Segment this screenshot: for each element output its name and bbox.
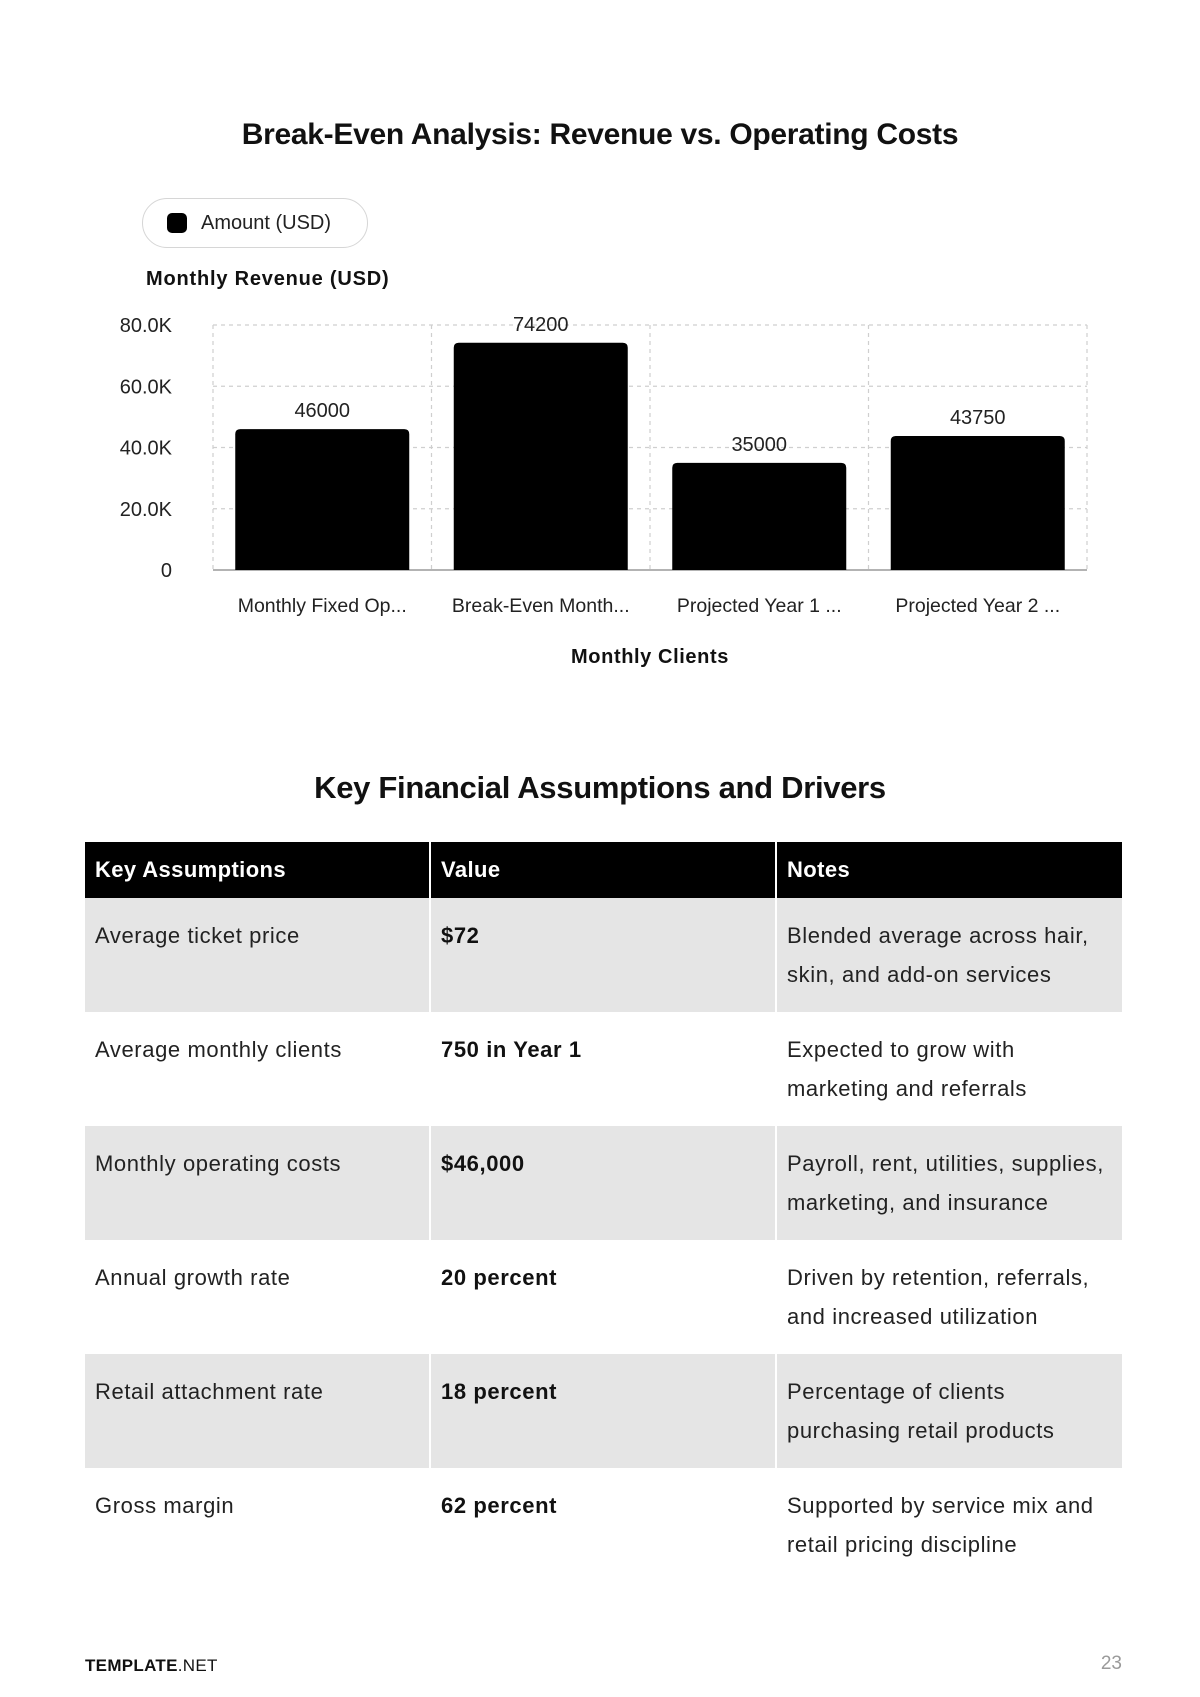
y-tick-label: 80.0K [119,315,172,337]
assumption-cell: Annual growth rate [85,1240,430,1354]
bar-chart [0,0,1200,680]
notes-cell: Expected to grow with marketing and referrals [787,1037,1028,1101]
bar [672,463,846,570]
bar-data-label: 43750 [949,407,1006,430]
assumptions-table [85,842,1122,1582]
bar-data-label: 74200 [512,313,569,336]
y-axis-ticks [120,315,173,582]
legend-label: Amount (USD) [201,211,332,234]
chart-title: Break-Even Analysis: Revenue vs. Operating Costs [241,118,959,151]
bar [891,436,1065,570]
value-cell: $46,000 [430,1126,776,1240]
bar [454,343,628,570]
table-row [85,898,1122,1012]
bar [235,429,409,570]
table-row [85,1126,1122,1240]
assumption-cell: Retail attachment rate [85,1354,430,1468]
notes-cell: Blended average across hair, skin, and add-on services [776,898,1122,1012]
brand-bold: TEMPLATE [85,1656,178,1675]
assumption-cell: Average monthly clients [85,1012,430,1126]
x-tick-label: Projected Year 2 ... [895,595,1061,617]
y-tick-label: 20.0K [119,498,172,521]
table-row [85,1012,1122,1126]
bar-data-label: 35000 [731,433,788,456]
value-cell: $72 [430,898,776,1012]
section-title: Key Financial Assumptions and Drivers [314,770,886,805]
table-row [85,1468,1122,1582]
notes-cell: Percentage of clients purchasing retail products [776,1354,1122,1468]
y-tick-label: 40.0K [119,437,172,460]
x-tick-label: Break-Even Month... [451,595,630,617]
brand-rest: .NET [177,1656,218,1675]
table-row [85,1354,1122,1468]
table-row [85,1240,1122,1354]
header-key-assumptions: Key Assumptions [85,842,430,898]
value-cell: 18 percent [430,1354,776,1468]
x-axis-label: Monthly Clients [571,646,729,668]
table-header-row [85,842,1122,898]
notes-cell: Payroll, rent, utilities, supplies, marketing, and insurance [776,1126,1122,1240]
assumption-cell: Average ticket price [85,898,430,1012]
assumption-cell: Gross margin [85,1468,430,1582]
value-cell: 20 percent [430,1240,776,1354]
y-tick-label: 60.0K [119,376,172,399]
header-value: Value [430,842,776,898]
notes-cell: Driven by retention, referrals, and increased utilization [787,1265,1090,1329]
value-cell: 750 in Year 1 [430,1012,776,1126]
y-axis-label: Monthly Revenue (USD) [146,268,390,290]
header-notes: Notes [776,842,1122,898]
x-tick-label: Monthly Fixed Op... [237,595,407,617]
value-cell: 62 percent [430,1468,776,1582]
notes-cell: Supported by service mix and retail pricing discipline [787,1493,1094,1557]
page-number: 23 [1100,1653,1122,1674]
y-tick-label: 0 [160,560,172,582]
footer-brand[interactable] [85,1656,218,1676]
x-tick-label: Projected Year 1 ... [676,595,842,617]
assumption-cell: Monthly operating costs [85,1126,430,1240]
bar-data-label: 46000 [294,400,351,423]
